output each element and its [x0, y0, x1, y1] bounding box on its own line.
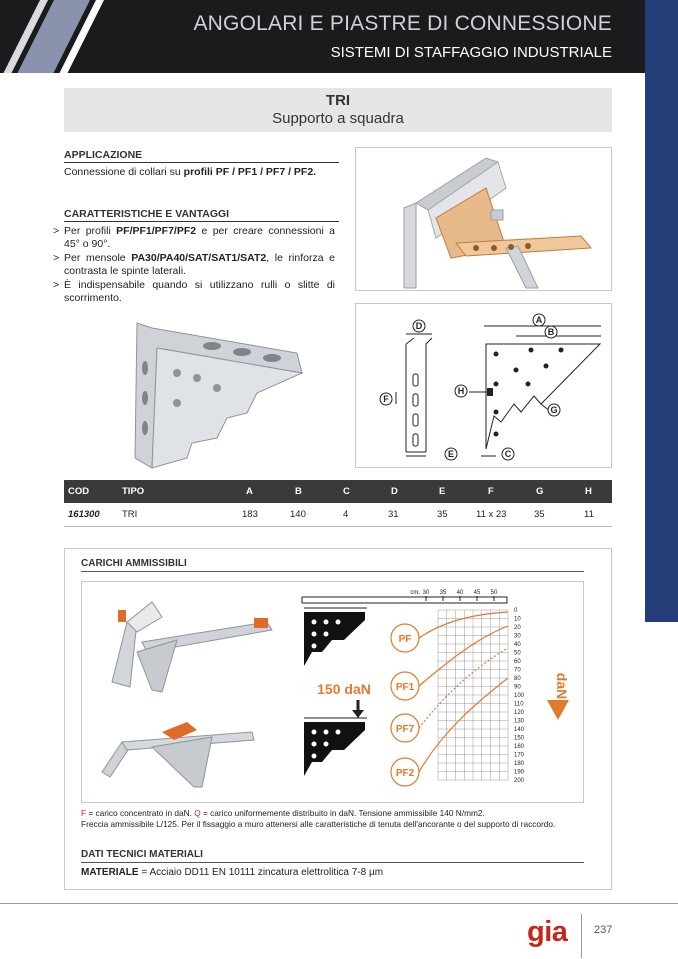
- drawing-label: B: [547, 327, 555, 337]
- scale-tick: 35: [439, 590, 447, 596]
- drawing-label: F: [383, 394, 389, 404]
- scale-tick: 50: [490, 590, 498, 596]
- feature-text: Per profili: [64, 225, 117, 237]
- dan-value: 40: [514, 642, 521, 648]
- features-heading: CARATTERISTICHE E VANTAGGI: [64, 208, 339, 222]
- header-decor: [0, 0, 110, 73]
- dan-value: 30: [514, 633, 521, 640]
- drawing-label: E: [447, 449, 455, 459]
- material-line: [81, 867, 383, 878]
- force-label: 150 daN: [317, 681, 371, 697]
- profile-badges: [391, 624, 419, 786]
- drawing-label: H: [457, 386, 465, 396]
- dan-value: 140: [514, 727, 525, 733]
- brand-logo: gia: [527, 916, 568, 948]
- list-marker: >: [53, 251, 60, 264]
- profile-label: PF2: [395, 768, 415, 779]
- load-photo-bottom: [102, 722, 254, 787]
- dan-value: 10: [514, 616, 521, 623]
- dan-value: 60: [514, 659, 521, 665]
- dan-labels: [514, 608, 525, 784]
- table-cell: 35: [437, 509, 448, 520]
- header-band: [0, 0, 678, 73]
- table-row: [64, 503, 612, 527]
- tech-heading: DATI TECNICI MATERIALI: [81, 849, 584, 863]
- header-title: ANGOLARI E PIASTRE DI CONNESSIONE: [193, 12, 612, 35]
- scale-unit: cm.: [410, 590, 420, 596]
- col-header: D: [391, 486, 398, 497]
- col-header: G: [536, 486, 544, 497]
- dan-value: 90: [514, 684, 521, 691]
- dan-value: 70: [514, 667, 521, 674]
- table-cell: 35: [534, 509, 545, 520]
- list-marker: >: [53, 225, 60, 237]
- product-code-name: TRI: [325, 92, 351, 109]
- product-title-box: [64, 88, 612, 132]
- bracket-illustration: [117, 318, 307, 473]
- table-cell: 183: [242, 509, 258, 520]
- application-text: [64, 166, 339, 178]
- col-header: F: [488, 486, 494, 497]
- dan-value: 170: [514, 752, 525, 759]
- feature-text: È indispensabile quando si utilizzano rulli o slitte di scorrimento.: [64, 278, 335, 305]
- note-text-f: = carico concentrato in daN.: [86, 808, 195, 818]
- list-item: [53, 225, 335, 252]
- header-subtitle: SISTEMI DI STAFFAGGIO INDUSTRIALE: [330, 44, 612, 61]
- dan-value: 160: [514, 744, 525, 750]
- col-header: B: [295, 486, 302, 497]
- page-number: 237: [594, 924, 613, 936]
- col-header: E: [439, 486, 446, 497]
- dan-value: 120: [514, 710, 525, 716]
- installation-illustration: [356, 148, 613, 292]
- loads-heading: CARICHI AMMISSIBILI: [81, 558, 584, 572]
- dimensions-table: [64, 480, 612, 527]
- scale-tick: 45: [473, 590, 481, 596]
- table-cell: 11: [584, 509, 594, 520]
- table-cell: 161300: [68, 509, 100, 520]
- drawing-label: C: [504, 449, 512, 459]
- load-curve: [419, 678, 508, 772]
- application-heading: APPLICAZIONE: [64, 149, 339, 163]
- note-key-f: F: [81, 808, 87, 818]
- table-cell: 4: [343, 509, 349, 520]
- drawing-label: D: [415, 321, 423, 331]
- scale-tick: 30: [422, 590, 430, 596]
- note-key-q: Q: [194, 808, 201, 818]
- col-header: COD: [68, 486, 90, 497]
- load-photo-top: [112, 602, 272, 692]
- side-band: [645, 0, 678, 622]
- down-arrow-icon: [547, 700, 569, 720]
- dan-value: 110: [514, 701, 524, 708]
- table-header: [64, 480, 612, 503]
- note-text-q: = carico uniformemente distribuito in daN. Tensione ammissibile 140 N/mm2.: [200, 808, 485, 818]
- loads-panel: [81, 581, 584, 803]
- dan-value: 150: [514, 735, 525, 742]
- material-value: = Acciaio DD11 EN 10111 zincatura elettrolitica 7-8 µm: [138, 867, 384, 878]
- footer-separator: [581, 914, 582, 958]
- note-line-2: Freccia ammissibile L/125. Per il fissaggio a muro attenersi alle caratteristiche di tenuta dell'ancorante o del supporto di raccordo.: [81, 819, 556, 829]
- loads-box: [64, 548, 612, 890]
- product-photo: [117, 318, 307, 473]
- notes-text: [81, 808, 601, 830]
- material-label: MATERIALE: [81, 867, 139, 878]
- dan-value: 50: [514, 650, 521, 657]
- col-header: TIPO: [122, 486, 145, 497]
- dan-value: 20: [514, 625, 521, 631]
- dan-value: 100: [514, 693, 525, 699]
- table-cell: TRI: [122, 509, 138, 520]
- table-cell: 11 x 23: [476, 509, 507, 520]
- list-item: [53, 252, 335, 279]
- drawing-label: G: [550, 405, 558, 415]
- profile-label: PF: [398, 634, 412, 645]
- installation-photo: [355, 147, 612, 291]
- feature-bold: PA30/PA40/SAT/SAT1/SAT2: [131, 251, 267, 264]
- list-marker: >: [53, 278, 60, 291]
- dan-value: 80: [514, 676, 521, 682]
- dan-value: 130: [514, 718, 525, 725]
- table-cell: 31: [388, 509, 399, 520]
- feature-text: , le rinforza e contrasta le spinte laterali.: [64, 251, 335, 278]
- load-curve: [419, 612, 508, 638]
- dan-value: 190: [514, 769, 525, 776]
- dan-value: 200: [514, 778, 525, 784]
- footer-line: [0, 903, 678, 904]
- col-header: A: [246, 486, 253, 497]
- features-list: [53, 225, 335, 305]
- col-header: H: [585, 486, 592, 497]
- dimension-drawing: [356, 304, 613, 469]
- dan-axis-label: daN: [554, 672, 570, 700]
- load-diagram: [82, 582, 585, 804]
- scale-tick: 40: [456, 590, 464, 596]
- profile-label: PF7: [395, 724, 415, 735]
- application-text-bold: profili PF / PF1 / PF7 / PF2.: [183, 166, 317, 178]
- application-text-plain: Connessione di collari su: [64, 166, 184, 178]
- col-header: C: [343, 486, 350, 497]
- load-curves: [419, 612, 508, 772]
- profile-label: PF1: [395, 682, 415, 693]
- table-cell: 140: [290, 509, 306, 520]
- dan-value: 0: [514, 608, 518, 614]
- feature-bold: PF/PF1/PF7/PF2: [116, 225, 197, 237]
- product-description: Supporto a squadra: [272, 110, 404, 127]
- technical-drawing: [355, 303, 612, 468]
- feature-text: e per creare connessioni a 45° o 90°.: [64, 225, 336, 251]
- drawing-label: A: [535, 315, 543, 325]
- list-item: [53, 279, 335, 306]
- feature-text: Per mensole: [64, 251, 132, 264]
- dan-value: 180: [514, 761, 525, 767]
